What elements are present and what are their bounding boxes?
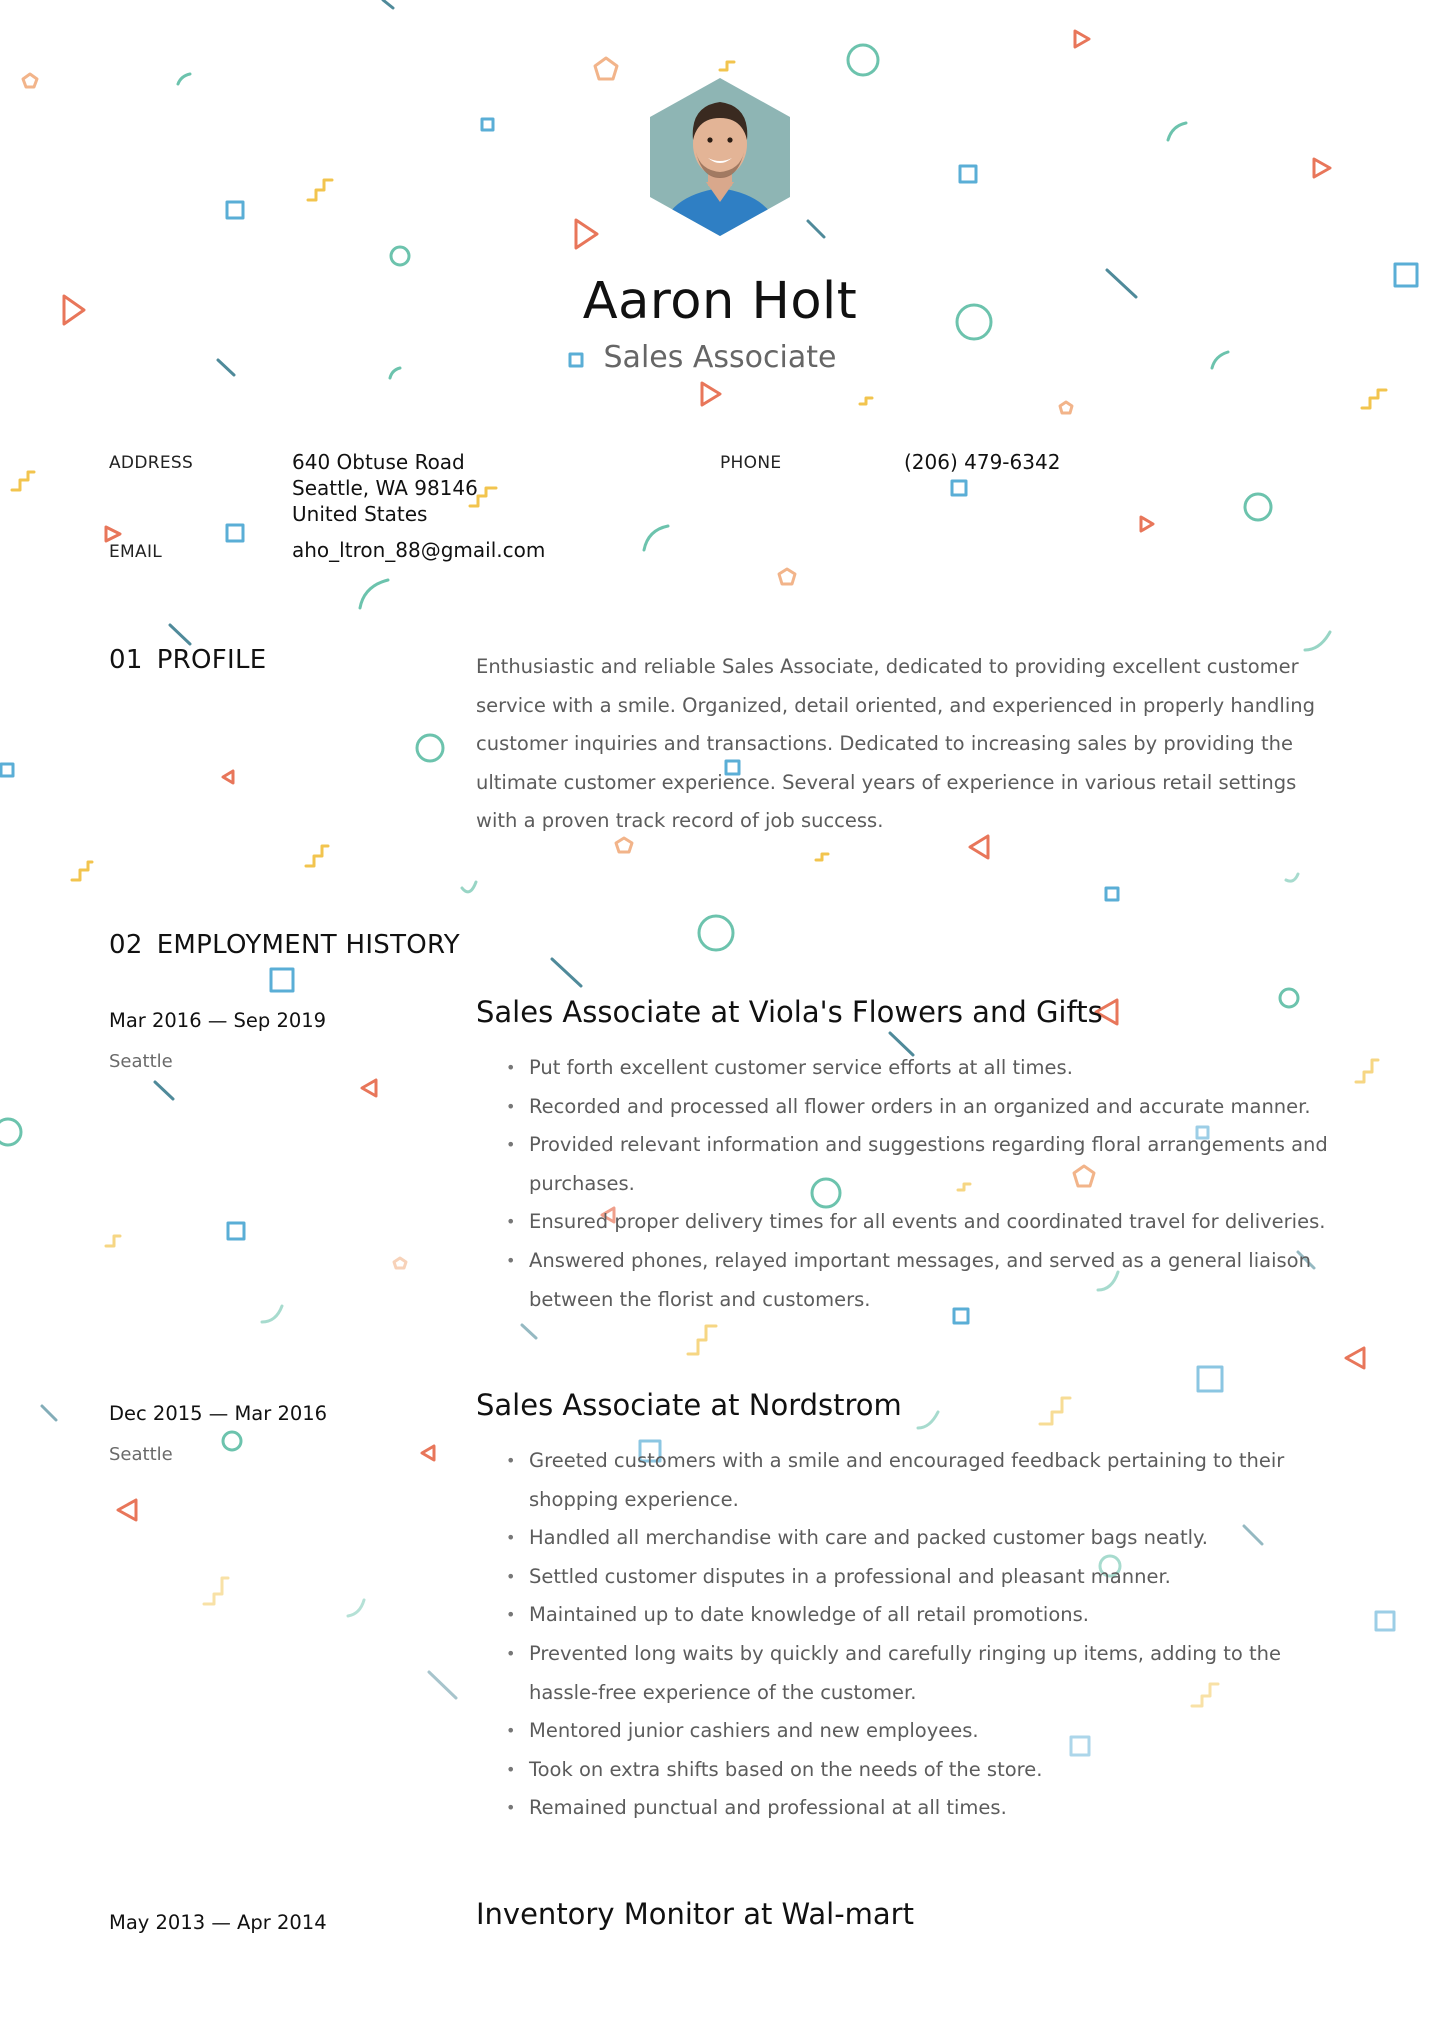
job-dates: May 2013 — Apr 2014 <box>109 1911 327 1934</box>
job-duty: • Remained punctual and professional at all times. <box>506 1789 1342 1828</box>
phone-label: PHONE <box>720 453 782 473</box>
job-duty: • Ensured proper delivery times for all events and coordinated travel for deliveries. <box>506 1203 1342 1242</box>
job-dates: Mar 2016 — Sep 2019 <box>109 1009 327 1032</box>
job-duty: • Maintained up to date knowledge of all retail promotions. <box>506 1596 1342 1635</box>
job-duty: • Answered phones, relayed important messages, and served as a general liaison between the florist and customers. <box>506 1242 1342 1319</box>
address-value <box>292 449 478 527</box>
profile-photo <box>650 78 790 236</box>
job-duty: • Greeted customers with a smile and encouraged feedback pertaining to their shopping experience. <box>506 1442 1342 1519</box>
profile-section-number: 01 <box>109 645 143 675</box>
job-duty: • Took on extra shifts based on the needs of the store. <box>506 1751 1342 1790</box>
address-line-2: Seattle, WA 98146 <box>292 476 478 500</box>
job-position-title: Sales Associate at Viola's Flowers and Gifts <box>476 995 1103 1029</box>
job-position-title: Inventory Monitor at Wal-mart <box>476 1897 914 1931</box>
profile-section-title: PROFILE <box>156 645 267 675</box>
job-duty: • Provided relevant information and suggestions regarding floral arrangements and purchases. <box>506 1126 1342 1203</box>
address-label: ADDRESS <box>109 453 194 473</box>
phone-value: (206) 479-6342 <box>904 450 1061 474</box>
profile-summary: Enthusiastic and reliable Sales Associate, dedicated to providing excellent customer service with a smile. Organized, detail oriented, and experienced in properly handling customer inquiries and transactions. Dedicated to increasing sales by providing the ultimate customer experience. Several years of experience in various retail settings with a proven track record of job success. <box>476 655 1316 833</box>
job-city: Seattle <box>109 1051 173 1072</box>
employment-section-number: 02 <box>109 930 143 960</box>
job-duty: • Settled customer disputes in a professional and pleasant manner. <box>506 1558 1342 1597</box>
candidate-name: Aaron Holt <box>582 272 858 331</box>
employment-section-title: EMPLOYMENT HISTORY <box>156 930 460 960</box>
job-city: Seattle <box>109 1444 173 1465</box>
job-position-title: Sales Associate at Nordstrom <box>476 1388 902 1422</box>
employment-heading <box>109 930 460 960</box>
job-title: Sales Associate <box>603 340 837 375</box>
job-duty: • Mentored junior cashiers and new employees. <box>506 1712 1342 1751</box>
address-line-3: United States <box>292 502 428 526</box>
job-duty: • Prevented long waits by quickly and carefully ringing up items, adding to the hassle-free experience of the customer. <box>506 1635 1342 1712</box>
email-label: EMAIL <box>109 542 163 562</box>
address-line-1: 640 Obtuse Road <box>292 450 465 474</box>
email-value: aho_ltron_88@gmail.com <box>292 538 546 562</box>
job-duty: • Handled all merchandise with care and packed customer bags neatly. <box>506 1519 1342 1558</box>
job-duty: • Put forth excellent customer service efforts at all times. <box>506 1049 1342 1088</box>
job-duties-list <box>506 1049 1342 1319</box>
job-duties-list <box>506 1442 1342 1828</box>
job-dates: Dec 2015 — Mar 2016 <box>109 1402 328 1425</box>
job-duty: • Recorded and processed all flower orders in an organized and accurate manner. <box>506 1088 1342 1127</box>
profile-heading <box>109 645 267 675</box>
